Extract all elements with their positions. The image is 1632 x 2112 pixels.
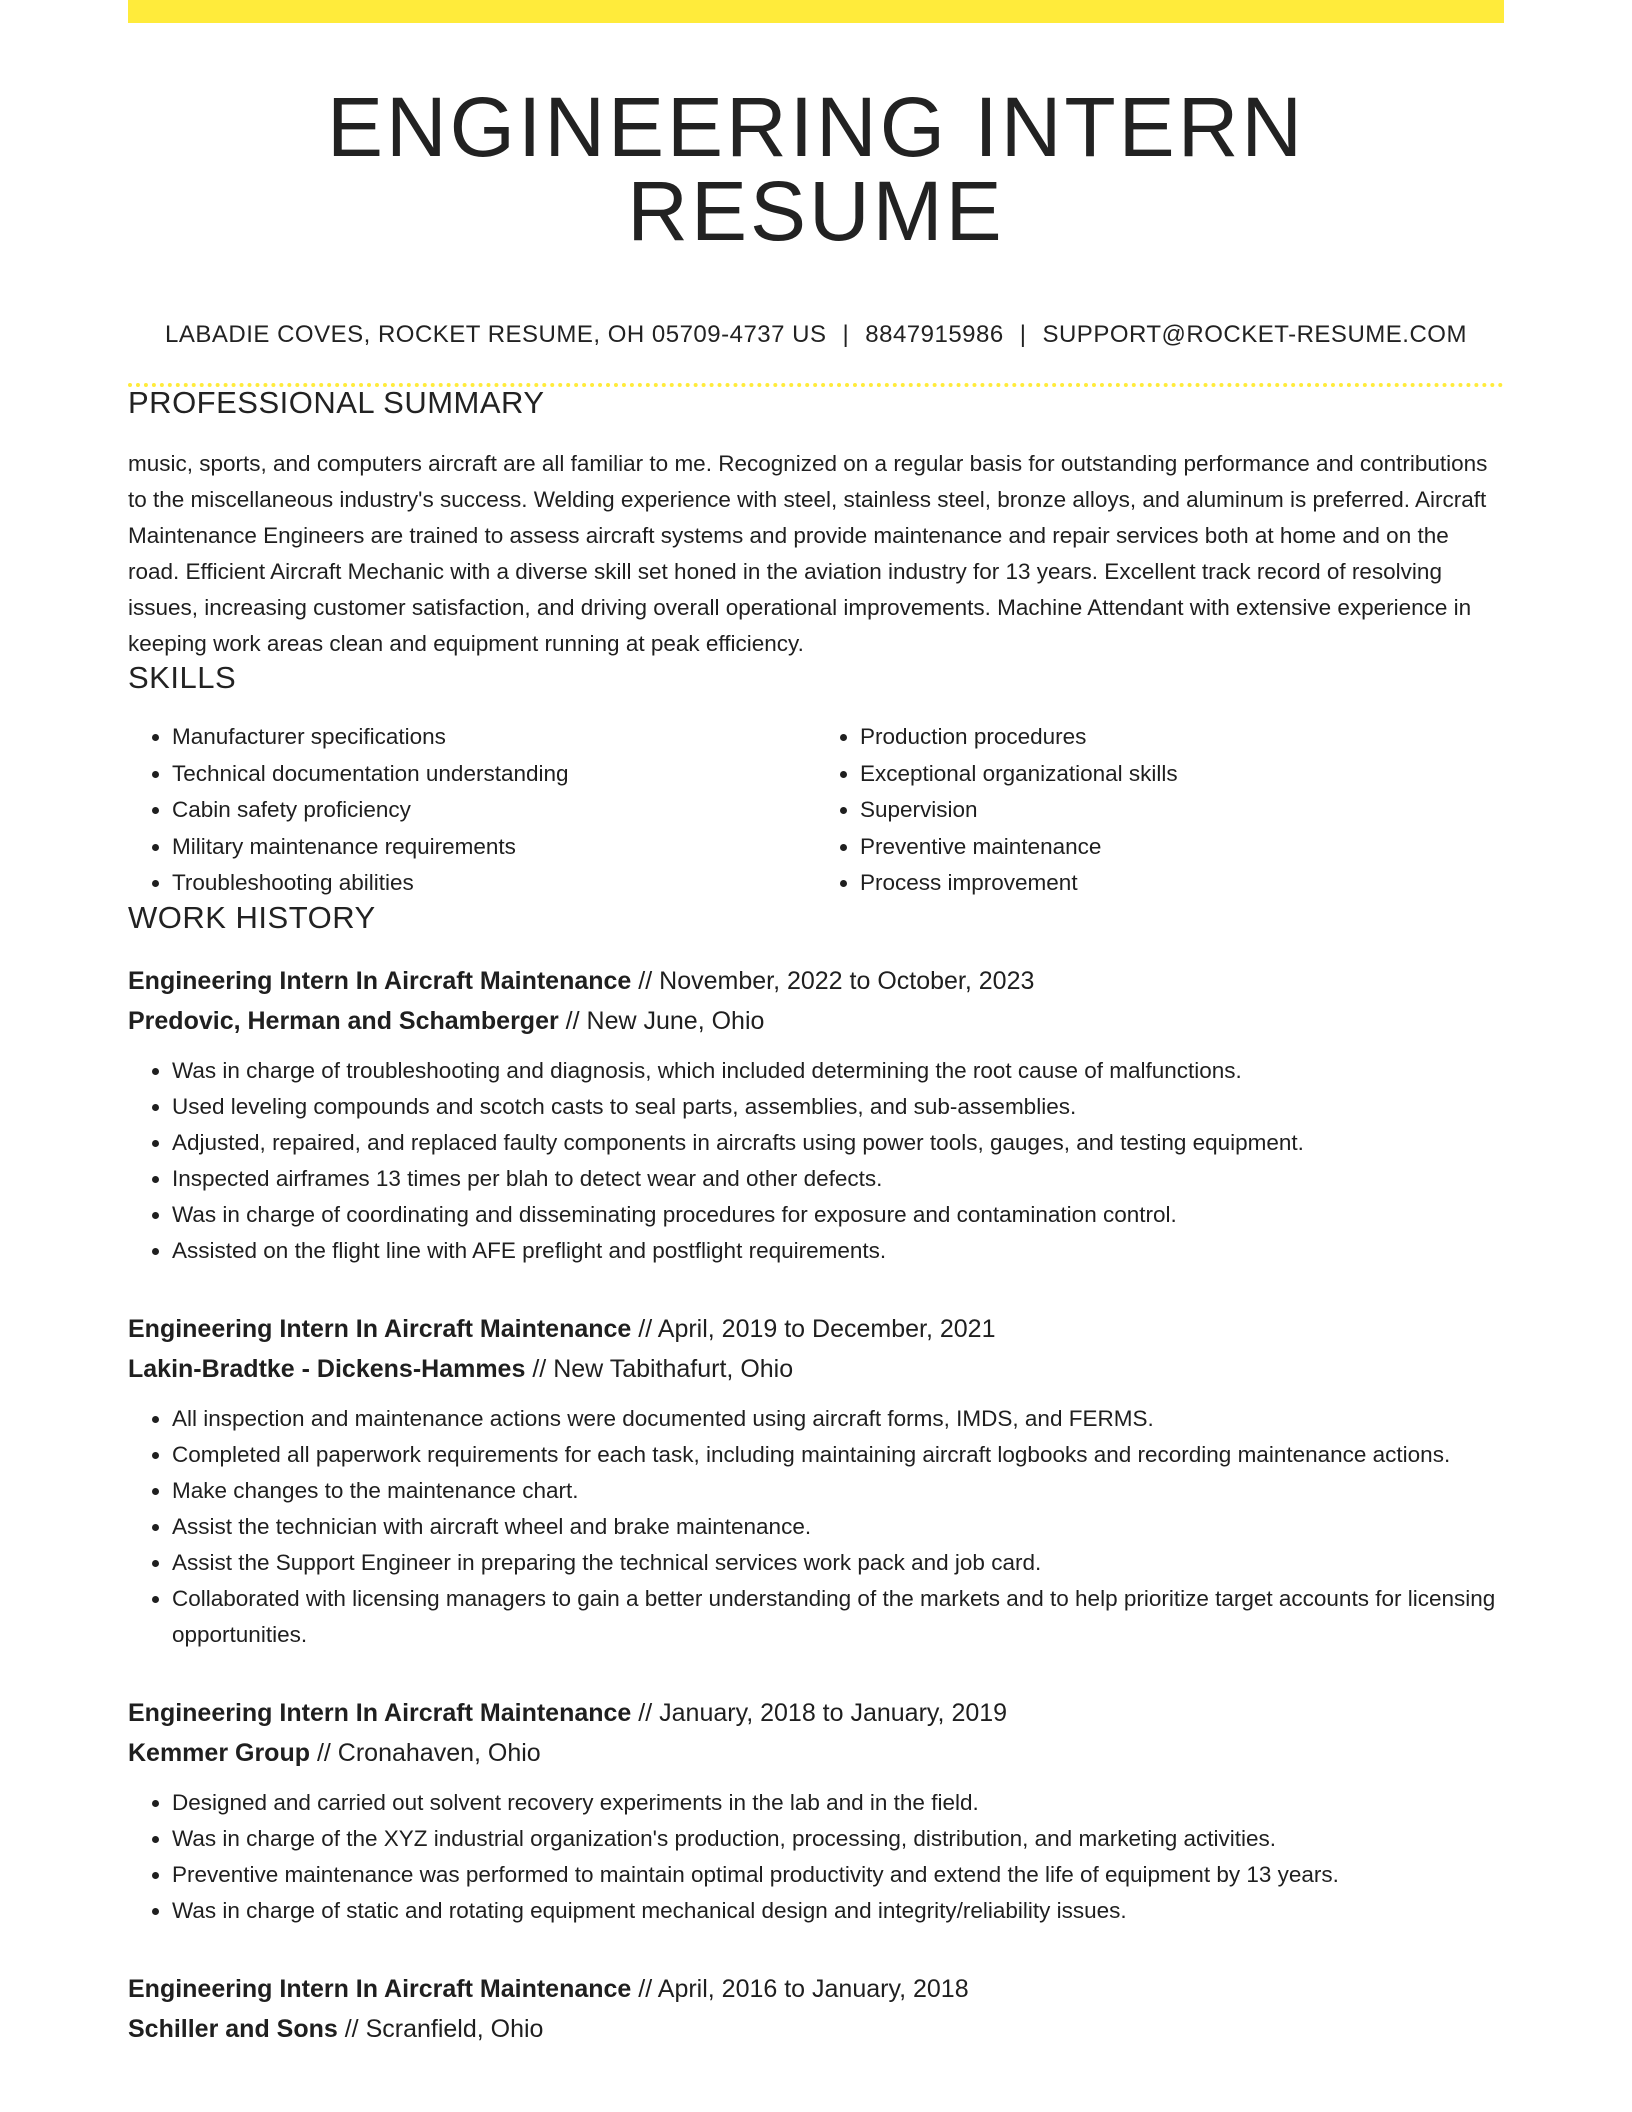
- summary-text: music, sports, and computers aircraft are all familiar to me. Recognized on a regular basis for outstanding performance and contributions to the miscellaneous industry's success. Welding experience with steel, stainless steel, bronze alloys, and aluminum is preferred. Aircraft Maintenance Engineers are trained to assess aircraft systems and provide maintenance and repair services both at home and on the road. Efficient Aircraft Mechanic with a diverse skill set honed in the aviation industry for 13 years. Excellent track record of resolving issues, increasing customer satisfaction, and driving overall operational improvements. Machine Attendant with extensive experience in keeping work areas clean and equipment running at peak efficiency.: [128, 451, 1488, 656]
- top-accent-bar: [128, 0, 1504, 23]
- job-location: New June, Ohio: [586, 1006, 765, 1035]
- job-title: Engineering Intern In Aircraft Maintenance: [128, 1974, 632, 2003]
- skill-item: • Supervision: [860, 792, 1504, 829]
- job-bullet: • Was in charge of the XYZ industrial organization's production, processing, distribution, and marketing activities.: [172, 1821, 1504, 1857]
- skills-heading: SKILLS: [128, 660, 237, 695]
- job-bullet: • Was in charge of coordinating and disseminating procedures for exposure and contamination control.: [172, 1197, 1504, 1233]
- job-bullet: • Adjusted, repaired, and replaced faulty components in aircrafts using power tools, gauges, and testing equipment.: [172, 1125, 1504, 1161]
- job-separator: //: [638, 1974, 653, 2003]
- job-entry: [128, 1693, 1504, 1929]
- job-bullet: • Inspected airframes 13 times per blah to detect wear and other defects.: [172, 1161, 1504, 1197]
- job-separator: //: [565, 1006, 580, 1035]
- job-bullet: • Assisted on the flight line with AFE preflight and postflight requirements.: [172, 1233, 1504, 1269]
- job-bullets: [128, 1401, 1504, 1653]
- job-title-line: [128, 1693, 1504, 1733]
- skill-item: • Exceptional organizational skills: [860, 756, 1504, 793]
- job-company-line: [128, 1733, 1504, 1773]
- job-bullet: • Was in charge of troubleshooting and diagnosis, which included determining the root cause of malfunctions.: [172, 1053, 1504, 1089]
- job-bullet: • Make changes to the maintenance chart.: [172, 1473, 1504, 1509]
- skill-item: • Manufacturer specifications: [172, 719, 816, 756]
- job-dates: November, 2022 to October, 2023: [659, 966, 1035, 995]
- job-bullet: • Assist the Support Engineer in preparing the technical services work pack and job card.: [172, 1545, 1504, 1581]
- job-company-line: [128, 1001, 1504, 1041]
- job-company: Kemmer Group: [128, 1738, 310, 1767]
- contact-line: [128, 323, 1504, 347]
- job-bullet: • All inspection and maintenance actions were documented using aircraft forms, IMDS, and FERMS.: [172, 1401, 1504, 1437]
- skill-item: • Process improvement: [860, 865, 1504, 902]
- contact-address: LABADIE COVES, ROCKET RESUME, OH 05709-4737 US: [165, 321, 827, 348]
- job-bullet: • Collaborated with licensing managers to gain a better understanding of the markets and to help prioritize target accounts for licensing opportunities.: [172, 1581, 1504, 1653]
- job-entry: [128, 1969, 1504, 2049]
- contact-separator: |: [1019, 321, 1027, 348]
- job-location: New Tabithafurt, Ohio: [553, 1354, 794, 1383]
- job-separator: //: [532, 1354, 547, 1383]
- skills-list: [128, 719, 1504, 902]
- job-company: Schiller and Sons: [128, 2014, 338, 2043]
- skill-item: • Preventive maintenance: [860, 829, 1504, 866]
- job-separator: //: [638, 1314, 653, 1343]
- job-dates: April, 2016 to January, 2018: [657, 1974, 969, 2003]
- job-title: Engineering Intern In Aircraft Maintenance: [128, 1698, 632, 1727]
- job-bullet: • Used leveling compounds and scotch casts to seal parts, assemblies, and sub-assemblies.: [172, 1089, 1504, 1125]
- job-entry: [128, 1309, 1504, 1653]
- job-separator: //: [316, 1738, 331, 1767]
- skill-item: • Technical documentation understanding: [172, 756, 816, 793]
- job-bullet: • Was in charge of static and rotating equipment mechanical design and integrity/reliability issues.: [172, 1893, 1504, 1929]
- job-company: Lakin-Bradtke - Dickens-Hammes: [128, 1354, 526, 1383]
- job-location: Scranfield, Ohio: [365, 2014, 544, 2043]
- skill-item: • Cabin safety proficiency: [172, 792, 816, 829]
- skill-item: • Military maintenance requirements: [172, 829, 816, 866]
- job-dates: April, 2019 to December, 2021: [657, 1314, 996, 1343]
- skill-item: • Troubleshooting abilities: [172, 865, 816, 902]
- job-bullet: • Designed and carried out solvent recovery experiments in the lab and in the field.: [172, 1785, 1504, 1821]
- job-separator: //: [344, 2014, 359, 2043]
- job-bullet: • Preventive maintenance was performed to maintain optimal productivity and extend the life of equipment by 13 years.: [172, 1857, 1504, 1893]
- job-location: Cronahaven, Ohio: [337, 1738, 541, 1767]
- job-company-line: [128, 2009, 1504, 2049]
- job-title-line: [128, 961, 1504, 1001]
- summary-heading: PROFESSIONAL SUMMARY: [128, 385, 545, 420]
- job-company-line: [128, 1349, 1504, 1389]
- job-entry: [128, 961, 1504, 1269]
- resume-title: ENGINEERING INTERN RESUME: [326, 80, 1306, 258]
- skills-column-left: [128, 719, 816, 902]
- job-bullets: [128, 1785, 1504, 1929]
- job-company: Predovic, Herman and Schamberger: [128, 1006, 559, 1035]
- job-title-line: [128, 1969, 1504, 2009]
- job-separator: //: [638, 966, 653, 995]
- job-title: Engineering Intern In Aircraft Maintenance: [128, 1314, 632, 1343]
- job-dates: January, 2018 to January, 2019: [659, 1698, 1008, 1727]
- job-bullet: • Completed all paperwork requirements for each task, including maintaining aircraft logbooks and recording maintenance actions.: [172, 1437, 1504, 1473]
- contact-email[interactable]: SUPPORT@ROCKET-RESUME.COM: [1042, 321, 1467, 348]
- resume-page: [128, 0, 1504, 2049]
- contact-separator: |: [842, 321, 850, 348]
- job-bullet: • Assist the technician with aircraft wheel and brake maintenance.: [172, 1509, 1504, 1545]
- job-separator: //: [638, 1698, 653, 1727]
- job-bullets: [128, 1053, 1504, 1269]
- job-title: Engineering Intern In Aircraft Maintenance: [128, 966, 632, 995]
- skill-item: • Production procedures: [860, 719, 1504, 756]
- work-history-heading: WORK HISTORY: [128, 899, 376, 935]
- contact-phone: 8847915986: [865, 321, 1004, 348]
- skills-column-right: [816, 719, 1504, 902]
- job-title-line: [128, 1309, 1504, 1349]
